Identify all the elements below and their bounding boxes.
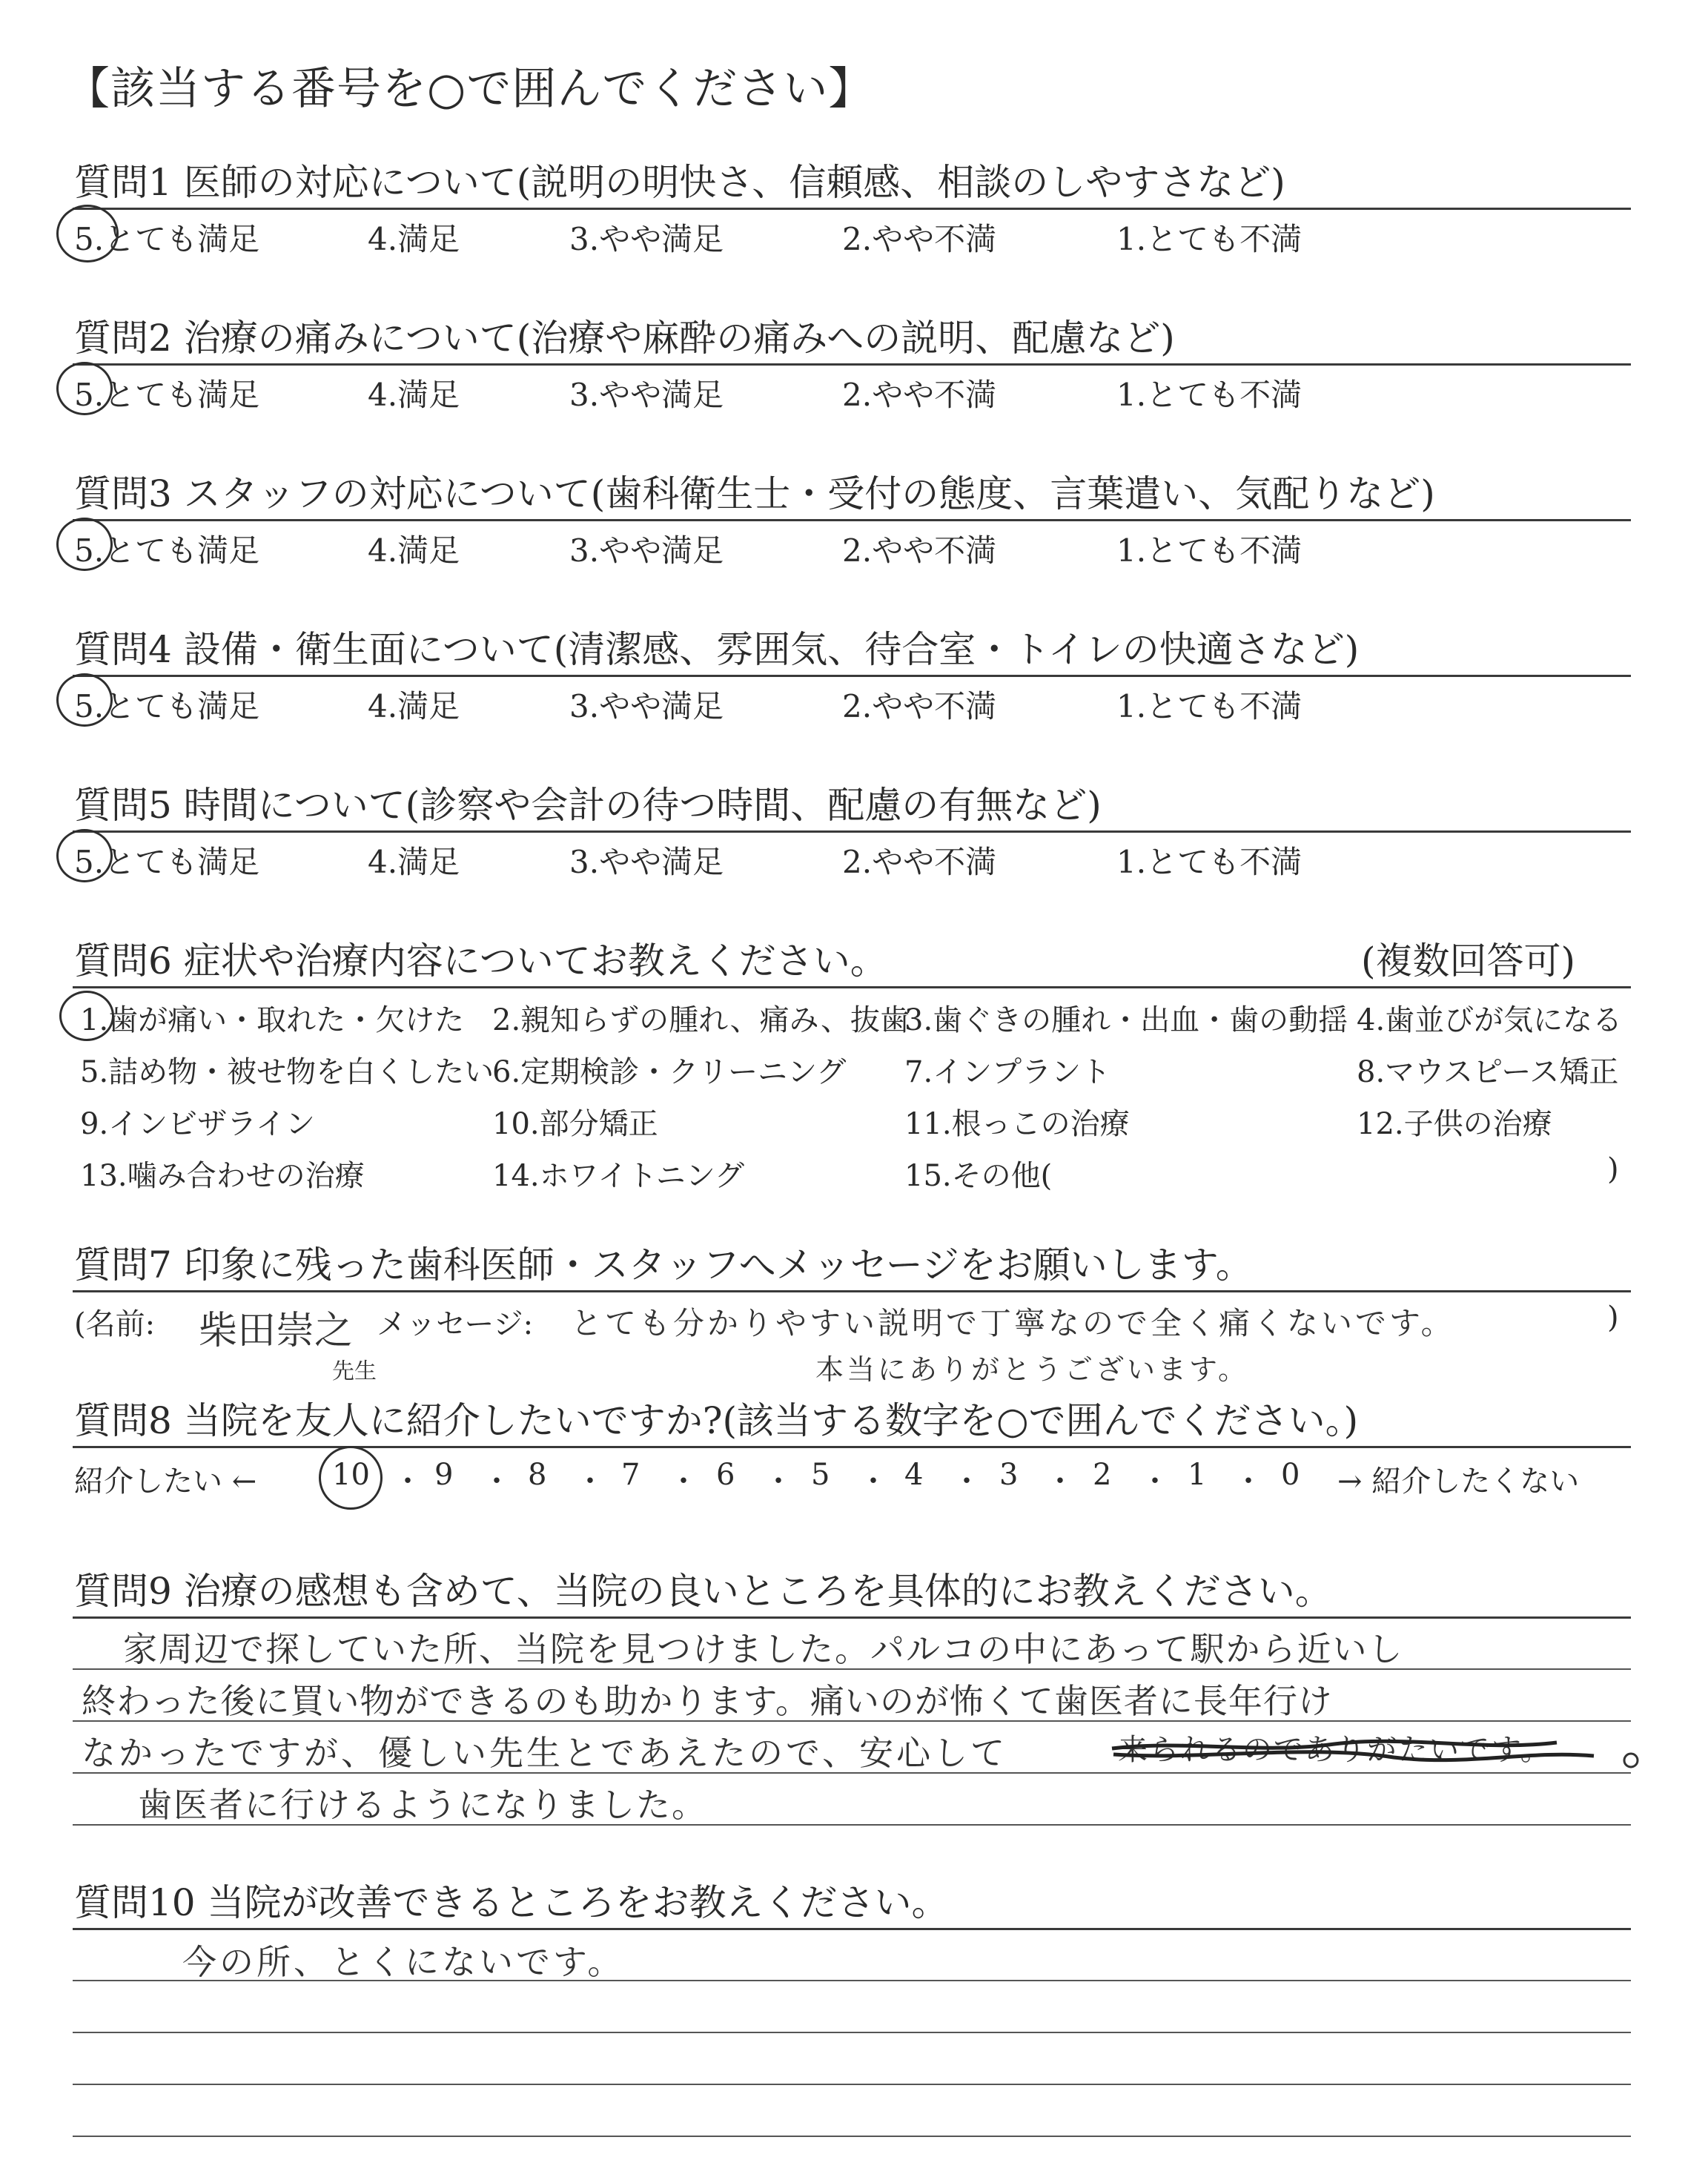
option-2[interactable]: 2.やや不満 <box>842 688 997 724</box>
name-label: (名前: <box>74 1307 156 1341</box>
scale-right-label: → 紹介したくない <box>1337 1464 1580 1499</box>
scale-0[interactable]: 0 <box>1281 1458 1300 1492</box>
scale-dot: ・ <box>1140 1464 1170 1499</box>
scale-left-label: 紹介したい ← <box>74 1464 257 1499</box>
option-3[interactable]: 3.やや満足 <box>569 221 724 257</box>
option-5[interactable]: 5.とても満足 <box>74 377 260 413</box>
scale-7[interactable]: 7 <box>621 1458 640 1492</box>
question-6-note: (複数回答可) <box>1361 939 1576 982</box>
message-line-1: とても分かりやすい説明で丁寧なので全く痛くないです。 <box>571 1305 1455 1341</box>
message-close-paren: ) <box>1607 1301 1619 1335</box>
option-5[interactable]: 5.とても満足 <box>74 532 260 569</box>
question-8-title: 質問8 当院を友人に紹介したいですか?(該当する数字を○で囲んでください。) <box>74 1399 1359 1442</box>
name-suffix-handwritten: 先生 <box>332 1358 377 1384</box>
option-5[interactable]: 5.とても満足 <box>74 221 260 257</box>
question-6-title: 質問6 症状や治療内容についてお教えください。 <box>74 939 887 982</box>
message-label: メッセージ: <box>377 1307 534 1341</box>
option-1[interactable]: 1.とても不満 <box>1116 377 1302 413</box>
question-1-title: 質問1 医師の対応について(説明の明快さ、信頼感、相談のしやすさなど) <box>74 161 1285 204</box>
question-7-title: 質問7 印象に残った歯科医師・スタッフへメッセージをお願いします。 <box>74 1244 1253 1287</box>
option-1[interactable]: 1.とても不満 <box>1116 688 1302 724</box>
q6-option-8[interactable]: 8.マウスピース矯正 <box>1357 1055 1619 1089</box>
scale-dot: ・ <box>858 1464 888 1499</box>
scale-dot: ・ <box>1234 1464 1263 1499</box>
scale-5[interactable]: 5 <box>811 1458 830 1492</box>
question-4-title: 質問4 設備・衛生面について(清潔感、雰囲気、待合室・トイレの快適さなど) <box>74 628 1360 671</box>
option-2[interactable]: 2.やや不満 <box>842 221 997 257</box>
q6-option-12[interactable]: 12.子供の治療 <box>1357 1107 1552 1141</box>
scale-dot: ・ <box>393 1464 423 1499</box>
form-header: 【該当する番号を○で囲んでください】 <box>65 63 874 115</box>
option-3[interactable]: 3.やや満足 <box>569 844 724 880</box>
scale-10[interactable]: 10 <box>332 1458 370 1492</box>
name-handwritten: 柴田崇之 <box>199 1309 354 1353</box>
q6-option-1[interactable]: 1.歯が痛い・取れた・欠けた <box>80 1003 465 1037</box>
option-3[interactable]: 3.やや満足 <box>569 688 724 724</box>
option-1[interactable]: 1.とても不満 <box>1116 532 1302 569</box>
q6-option-7[interactable]: 7.インプラント <box>904 1055 1111 1089</box>
scale-dot: ・ <box>669 1464 698 1499</box>
q6-option-4[interactable]: 4.歯並びが気になる <box>1357 1003 1623 1037</box>
q9-answer-line-4: 歯医者に行けるようになりました。 <box>138 1785 707 1825</box>
question-9-title: 質問9 治療の感想も含めて、当院の良いところを具体的にお教えください。 <box>74 1570 1332 1613</box>
option-1[interactable]: 1.とても不満 <box>1116 844 1302 880</box>
option-2[interactable]: 2.やや不満 <box>842 377 997 413</box>
q6-option-5[interactable]: 5.詰め物・被せ物を白くしたい <box>80 1055 494 1089</box>
question-5-title: 質問5 時間について(診察や会計の待つ時間、配慮の有無など) <box>74 784 1102 827</box>
option-4[interactable]: 4.満足 <box>368 377 460 413</box>
q10-answer: 今の所、とくにないです。 <box>182 1942 625 1982</box>
q6-option-15[interactable]: 15.その他( <box>904 1159 1053 1193</box>
option-5[interactable]: 5.とても満足 <box>74 688 260 724</box>
scale-dot: ・ <box>575 1464 605 1499</box>
scale-dot: ・ <box>952 1464 982 1499</box>
scale-4[interactable]: 4 <box>904 1458 924 1492</box>
q6-option-14[interactable]: 14.ホワイトニング <box>492 1159 745 1193</box>
q6-other-close-paren: ) <box>1607 1152 1619 1186</box>
scale-dot: ・ <box>482 1464 512 1499</box>
strike-through-scribble <box>1112 1741 1594 1760</box>
question-2-title: 質問2 治療の痛みについて(治療や麻酔の痛みへの説明、配慮など) <box>74 317 1175 360</box>
option-2[interactable]: 2.やや不満 <box>842 532 997 569</box>
scale-6[interactable]: 6 <box>716 1458 735 1492</box>
option-4[interactable]: 4.満足 <box>368 844 460 880</box>
scale-3[interactable]: 3 <box>999 1458 1019 1492</box>
scale-8[interactable]: 8 <box>528 1458 547 1492</box>
scale-dot: ・ <box>1045 1464 1075 1499</box>
message-line-2: 本当にありがとうございます。 <box>815 1353 1249 1386</box>
q6-option-3[interactable]: 3.歯ぐきの腫れ・出血・歯の動揺 <box>904 1003 1348 1037</box>
option-5[interactable]: 5.とても満足 <box>74 844 260 880</box>
question-3-title: 質問3 スタッフの対応について(歯科衛生士・受付の態度、言葉遣い、気配りなど) <box>74 472 1435 515</box>
option-2[interactable]: 2.やや不満 <box>842 844 997 880</box>
option-3[interactable]: 3.やや満足 <box>569 532 724 569</box>
q6-option-2[interactable]: 2.親知らずの腫れ、痛み、抜歯 <box>492 1003 910 1037</box>
option-1[interactable]: 1.とても不満 <box>1116 221 1302 257</box>
q6-option-6[interactable]: 6.定期検診・クリーニング <box>492 1055 847 1089</box>
final-period-mark <box>1624 1754 1638 1767</box>
option-4[interactable]: 4.満足 <box>368 688 460 724</box>
scale-9[interactable]: 9 <box>434 1458 454 1492</box>
question-10-title: 質問10 当院が改善できるところをお教えください。 <box>74 1881 949 1924</box>
option-3[interactable]: 3.やや満足 <box>569 377 724 413</box>
q9-answer-line-1: 家周辺で探していた所、当院を見つけました。パルコの中にあって駅から近いし <box>123 1629 1404 1669</box>
q6-option-9[interactable]: 9.インビザライン <box>80 1107 315 1141</box>
q6-option-13[interactable]: 13.噛み合わせの治療 <box>80 1159 365 1193</box>
q9-answer-line-2: 終わった後に買い物ができるのも助かります。痛いのが怖くて歯医者に長年行け <box>82 1681 1333 1721</box>
option-4[interactable]: 4.満足 <box>368 532 460 569</box>
q9-answer-line-3: なかったですが、優しい先生とであえたので、安心して <box>82 1733 1008 1773</box>
scale-2[interactable]: 2 <box>1093 1458 1112 1492</box>
scale-dot: ・ <box>764 1464 793 1499</box>
option-4[interactable]: 4.満足 <box>368 221 460 257</box>
q6-option-10[interactable]: 10.部分矯正 <box>492 1107 658 1141</box>
q6-option-11[interactable]: 11.根っこの治療 <box>904 1107 1130 1141</box>
scale-1[interactable]: 1 <box>1188 1458 1207 1492</box>
q9-struck-text: 来られるのでありがたいです。 <box>1118 1733 1552 1767</box>
